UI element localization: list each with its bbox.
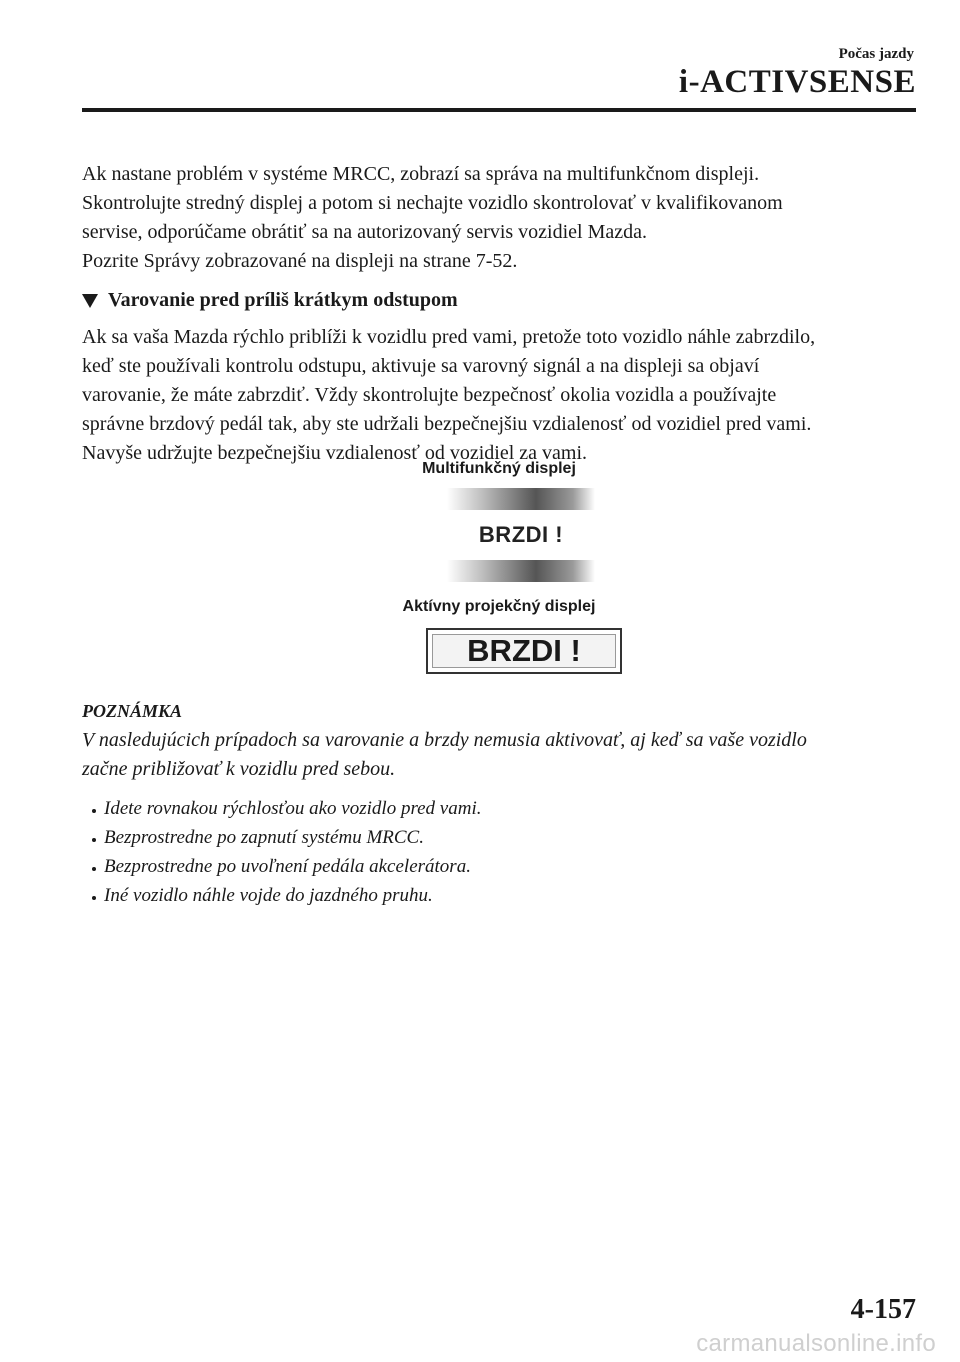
active-display-label: Aktívny projekčný displej <box>402 598 596 615</box>
triangle-marker-icon <box>82 294 98 308</box>
active-projection-display: BRZDI ! <box>426 628 622 674</box>
note-line: V nasledujúcich prípadoch sa varovanie a brzdy nemusia aktivovať, aj keď sa vaše vozidlo <box>82 729 807 751</box>
header-section: Počas jazdy <box>838 46 914 62</box>
list-item: Iné vozidlo náhle vojde do jazdného pruhu. <box>90 881 916 910</box>
intro-line: Skontrolujte stredný displej a potom si nechajte vozidlo skontrolovať v kvalifikovanom <box>82 192 783 214</box>
multifunction-display <box>447 488 595 582</box>
display-gradient-top <box>447 488 595 510</box>
multifunction-display-label: Multifunkčný displej <box>422 460 576 477</box>
warning-line: keď ste používali kontrolu odstupu, aktivuje sa varovný signál a na displeji sa objaví <box>82 355 760 377</box>
figure-area <box>82 460 916 690</box>
warning-paragraph <box>82 323 916 468</box>
note-block <box>82 698 916 910</box>
warning-line: varovanie, že máte zabrzdiť. Vždy skontrolujte bezpečnosť okolia vozidla a používajte <box>82 384 777 406</box>
note-bullet-list <box>82 794 916 910</box>
list-item: Bezprostredne po uvoľnení pedála akcelerátora. <box>90 852 916 881</box>
subheading-text: Varovanie pred príliš krátkym odstupom <box>108 289 458 311</box>
watermark: carmanualsonline.info <box>696 1330 936 1357</box>
page-number: 4-157 <box>850 1294 916 1325</box>
note-title: POZNÁMKA <box>82 701 183 721</box>
header-rule <box>82 108 916 112</box>
intro-line: servise, odporúčame obrátiť sa na autorizovaný servis vozidiel Mazda. <box>82 221 648 243</box>
warning-line: správne brzdový pedál tak, aby ste udržali bezpečnejšiu vzdialenosť od vozidiel pred vami. <box>82 413 812 435</box>
intro-paragraph <box>82 160 916 276</box>
list-item: Bezprostredne po zapnutí systému MRCC. <box>90 823 916 852</box>
warning-line: Ak sa vaša Mazda rýchlo priblíži k vozidlu pred vami, pretože toto vozidlo náhle zabrzdilo, <box>82 326 816 348</box>
warning-line: Navyše udržujte bezpečnejšiu vzdialenosť od vozidiel za vami. <box>82 442 588 464</box>
note-line: začne približovať k vozidlu pred sebou. <box>82 758 396 780</box>
header-title: i-ACTIVSENSE <box>678 64 916 100</box>
intro-line: Ak nastane problém v systéme MRCC, zobrazí sa správa na multifunkčnom displeji. <box>82 163 760 185</box>
multifunction-display-text: BRZDI ! <box>478 522 564 547</box>
main-content <box>82 160 916 468</box>
list-item: Idete rovnakou rýchlosťou ako vozidlo pred vami. <box>90 794 916 823</box>
display-gradient-bottom <box>447 560 595 582</box>
section-subheading <box>82 286 916 315</box>
intro-line: Pozrite Správy zobrazované na displeji na strane 7-52. <box>82 250 518 272</box>
